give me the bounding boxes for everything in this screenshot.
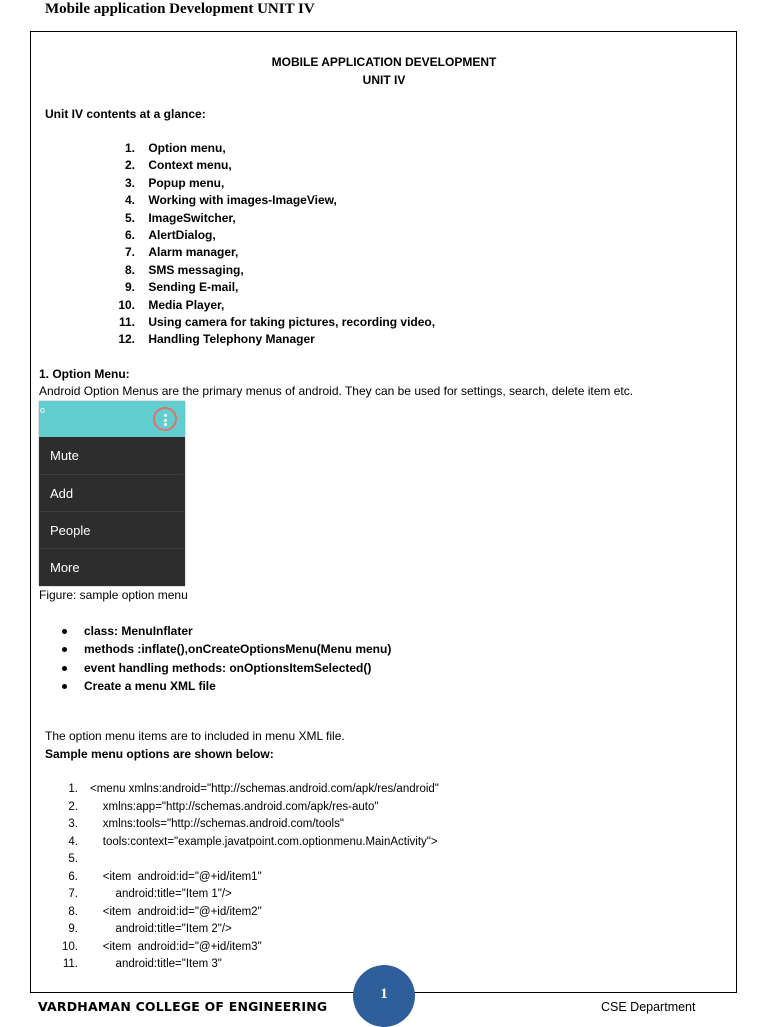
figure-menu-item-people: People bbox=[39, 511, 183, 548]
code-line bbox=[60, 904, 439, 922]
bullet-icon bbox=[62, 684, 67, 689]
contents-item bbox=[100, 140, 435, 157]
item-number: 11. bbox=[118, 314, 135, 329]
item-number: 2. bbox=[124, 158, 135, 173]
bullet-icon bbox=[62, 666, 67, 671]
line-number: 4. bbox=[68, 835, 78, 848]
section-description: Android Option Menus are the primary menus of android. They can be used for settings, search, delete item etc. bbox=[39, 384, 634, 398]
code-text: <item android:id="@+id/item2" bbox=[90, 905, 262, 918]
running-head: Mobile application Development UNIT IV bbox=[45, 1, 315, 17]
footer-department: CSE Department bbox=[601, 1000, 696, 1014]
overflow-menu-icon bbox=[153, 407, 177, 431]
line-number: 11. bbox=[62, 958, 78, 970]
code-line bbox=[60, 781, 439, 799]
item-text: SMS messaging, bbox=[148, 262, 244, 277]
item-number: 12. bbox=[118, 332, 135, 347]
contents-item bbox=[100, 279, 435, 296]
contents-item bbox=[100, 157, 435, 174]
contents-item bbox=[100, 192, 435, 209]
contents-item bbox=[100, 314, 435, 331]
code-line bbox=[60, 886, 439, 904]
line-number: 2. bbox=[68, 800, 78, 813]
contents-item bbox=[100, 297, 435, 314]
footer-college-name: VARDHAMAN COLLEGE OF ENGINEERING bbox=[38, 999, 328, 1014]
line-number: 7. bbox=[68, 888, 78, 900]
bullet-text: methods :inflate(),onCreateOptionsMenu(Menu menu) bbox=[84, 642, 392, 657]
contents-item bbox=[100, 331, 435, 348]
item-text: Popup menu, bbox=[148, 175, 225, 190]
item-text: Working with images-ImageView, bbox=[148, 193, 337, 208]
item-number: 5. bbox=[124, 210, 135, 225]
bullet-text: Create a menu XML file bbox=[84, 678, 216, 693]
figure-caption: Figure: sample option menu bbox=[39, 588, 188, 602]
item-text: Sending E-mail, bbox=[148, 280, 239, 295]
bullet-item bbox=[62, 622, 391, 640]
code-text: xmlns:app="http://schemas.android.com/apk/res-auto" bbox=[90, 800, 379, 813]
code-line bbox=[60, 834, 439, 852]
item-number: 1. bbox=[124, 141, 135, 155]
item-number: 7. bbox=[124, 245, 135, 260]
doc-subtitle: UNIT IV bbox=[362, 73, 406, 87]
bullet-item bbox=[62, 677, 391, 695]
bullet-item bbox=[62, 640, 391, 658]
item-text: Alarm manager, bbox=[148, 245, 239, 260]
line-number: 3. bbox=[68, 818, 78, 830]
code-line bbox=[60, 939, 439, 957]
item-text: Option menu, bbox=[148, 141, 226, 155]
intro-text: The option menu items are to included in menu XML file. bbox=[45, 729, 345, 743]
contents-item bbox=[100, 175, 435, 192]
bullet-list bbox=[62, 622, 391, 695]
page-number-badge: 1 bbox=[353, 965, 415, 1027]
line-number: 1. bbox=[68, 783, 78, 795]
contents-item bbox=[100, 244, 435, 261]
code-text: <menu xmlns:android="http://schemas.android.com/apk/res/android" bbox=[90, 783, 439, 795]
code-text: android:title="Item 3" bbox=[90, 958, 222, 970]
line-number: 10. bbox=[62, 940, 78, 953]
code-line bbox=[60, 799, 439, 817]
contents-list bbox=[100, 140, 435, 349]
item-text: Media Player, bbox=[148, 297, 225, 312]
item-text: ImageSwitcher, bbox=[148, 210, 236, 225]
code-line bbox=[60, 816, 439, 834]
item-text: Context menu, bbox=[148, 158, 232, 173]
code-line bbox=[60, 851, 439, 869]
code-text: xmlns:tools="http://schemas.android.com/tools" bbox=[90, 818, 344, 830]
contents-item bbox=[100, 262, 435, 279]
line-number: 5. bbox=[68, 853, 78, 865]
item-number: 6. bbox=[124, 227, 135, 242]
code-line bbox=[60, 869, 439, 887]
item-number: 8. bbox=[124, 262, 135, 277]
code-line bbox=[60, 921, 439, 939]
item-number: 10. bbox=[118, 297, 135, 312]
option-menu-figure bbox=[39, 401, 185, 586]
bullet-text: class: MenuInflater bbox=[84, 624, 193, 638]
line-number: 8. bbox=[68, 905, 78, 918]
doc-title: MOBILE APPLICATION DEVELOPMENT bbox=[271, 55, 497, 69]
item-number: 9. bbox=[124, 280, 135, 295]
code-text: <item android:id="@+id/item1" bbox=[90, 870, 262, 883]
code-text: android:title="Item 2"/> bbox=[90, 923, 232, 935]
item-text: Handling Telephony Manager bbox=[148, 332, 315, 347]
action-bar-mark: o bbox=[40, 405, 46, 415]
contents-heading: Unit IV contents at a glance: bbox=[45, 107, 206, 121]
intro-subheading: Sample menu options are shown below: bbox=[45, 747, 274, 761]
code-text: tools:context="example.javatpoint.com.optionmenu.MainActivity"> bbox=[90, 835, 438, 848]
line-number: 6. bbox=[68, 870, 78, 883]
figure-menu-item-mute: Mute bbox=[50, 448, 79, 463]
item-number: 3. bbox=[124, 175, 135, 190]
line-number: 9. bbox=[68, 923, 78, 935]
figure-action-bar bbox=[39, 401, 185, 437]
code-text: android:title="Item 1"/> bbox=[90, 888, 232, 900]
contents-item bbox=[100, 210, 435, 227]
bullet-icon bbox=[62, 647, 67, 652]
code-text: <item android:id="@+id/item3" bbox=[90, 940, 262, 953]
code-listing bbox=[60, 781, 439, 974]
item-text: Using camera for taking pictures, recording video, bbox=[148, 314, 436, 329]
bullet-item bbox=[62, 659, 391, 677]
figure-menu-item-more: More bbox=[39, 548, 183, 585]
item-text: AlertDialog, bbox=[148, 227, 216, 242]
section-heading: 1. Option Menu: bbox=[39, 367, 130, 381]
bullet-text: event handling methods: onOptionsItemSelected() bbox=[84, 660, 372, 675]
contents-item bbox=[100, 227, 435, 244]
bullet-icon bbox=[62, 629, 67, 634]
figure-menu-item-add: Add bbox=[39, 474, 183, 511]
item-number: 4. bbox=[124, 193, 135, 208]
